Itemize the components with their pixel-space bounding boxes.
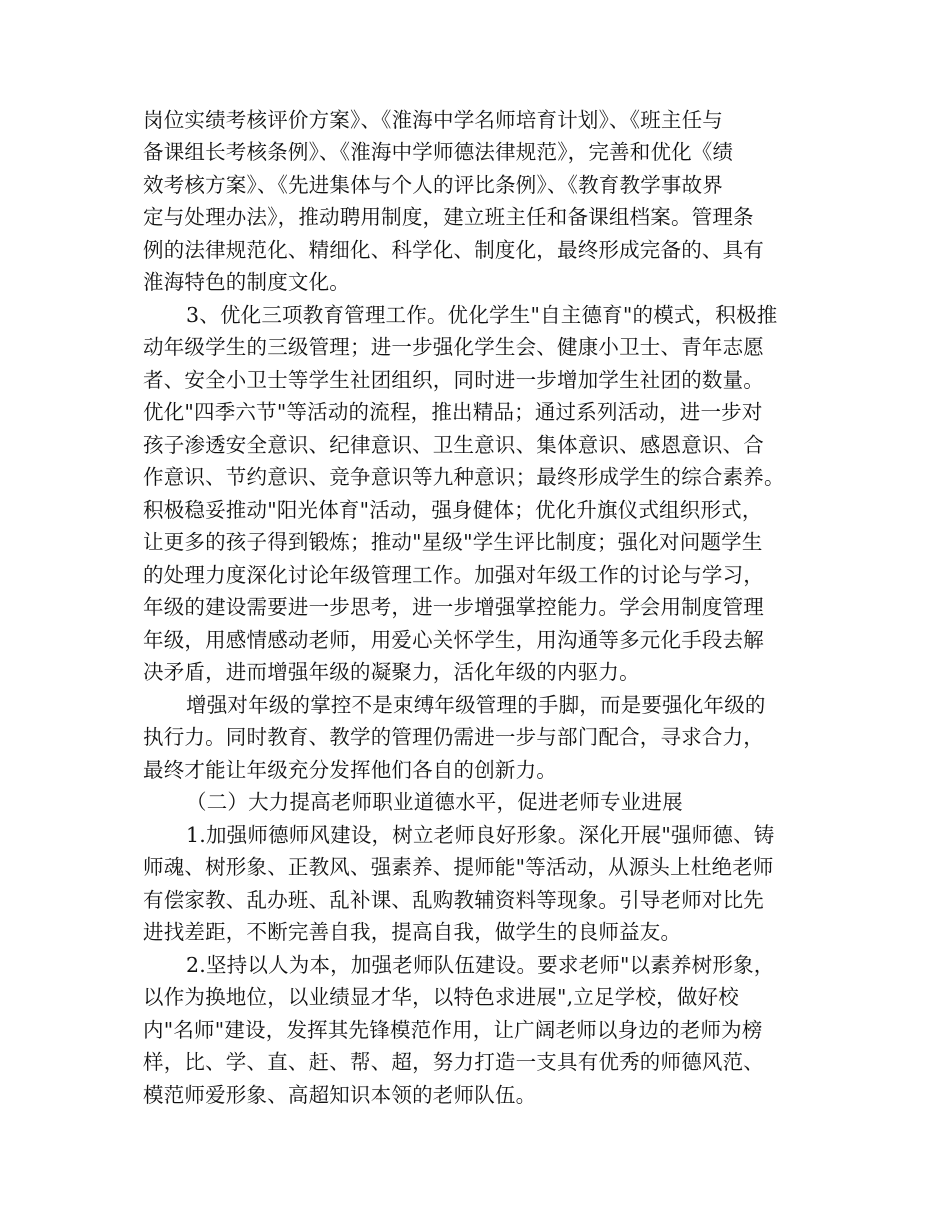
text-line: 例的法律规范化、精细化、科学化、制度化，最终形成完备的、具有 xyxy=(143,238,764,262)
text-line: 优化"四季六节"等活动的流程，推出精品；通过系列活动，进一步对 xyxy=(143,400,763,424)
text-line: 淮海特色的制度文化。 xyxy=(143,270,350,294)
paragraph-first-line: 2.坚持以人为本，加强老师队伍建设。要求老师"以素养树形象， xyxy=(186,953,775,977)
text-line: 以作为换地位，以业绩显才华，以特色求进展",立足学校，做好校 xyxy=(143,985,739,1009)
text-line: 进找差距，不断完善自我，提高自我，做学生的良师益友。 xyxy=(143,920,682,944)
text-line: 定与处理办法》，推动聘用制度，建立班主任和备课组档案。管理条 xyxy=(143,205,754,229)
text-line: 师魂、树形象、正教风、强素养、提师能"等活动，从源头上杜绝老师 xyxy=(143,855,774,879)
paragraph-first-line: 3、优化三项教育管理工作。优化学生"自主德育"的模式，积极推 xyxy=(186,303,778,327)
text-line: 内"名师"建设，发挥其先锋模范作用，让广阔老师以身边的老师为榜 xyxy=(143,1018,763,1042)
text-line: 决矛盾，进而增强年级的凝聚力，活化年级的内驱力。 xyxy=(143,660,640,684)
section-heading: （二）大力提高老师职业道德水平，促进老师专业进展 xyxy=(186,790,683,814)
text-line: 备课组长考核条例》、《淮海中学师德法律规范》，完善和优化《绩 xyxy=(143,140,734,164)
text-line: 的处理力度深化讨论年级管理工作。加强对年级工作的讨论与学习， xyxy=(143,563,764,587)
text-line: 年级的建设需要进一步思考，进一步增强掌控能力。学会用制度管理 xyxy=(143,595,764,619)
text-line: 有偿家教、乱办班、乱补课、乱购教辅资料等现象。引导老师对比先 xyxy=(143,888,764,912)
text-line: 作意识、节约意识、竞争意识等九种意识；最终形成学生的综合素养。 xyxy=(143,465,785,489)
text-line: 孩子渗透安全意识、纪律意识、卫生意识、集体意识、感恩意识、合 xyxy=(143,433,764,457)
text-line: 模范师爱形象、高超知识本领的老师队伍。 xyxy=(143,1083,537,1107)
paragraph-first-line: 增强对年级的掌控不是束缚年级管理的手脚，而是要强化年级的 xyxy=(186,693,766,717)
text-line: 让更多的孩子得到锻炼；推动"星级"学生评比制度；强化对问题学生 xyxy=(143,530,763,554)
text-line: 样，比、学、直、赶、帮、超，努力打造一支具有优秀的师德风范、 xyxy=(143,1050,764,1074)
text-line: 岗位实绩考核评价方案》、《淮海中学名师培育计划》、《班主任与 xyxy=(143,108,723,132)
text-line: 动年级学生的三级管理；进一步强化学生会、健康小卫士、青年志愿 xyxy=(143,335,764,359)
text-line: 者、安全小卫士等学生社团组织，同时进一步增加学生社团的数量。 xyxy=(143,368,764,392)
text-line: 执行力。同时教育、教学的管理仍需进一步与部门配合，寻求合力， xyxy=(143,725,764,749)
text-line: 最终才能让年级充分发挥他们各自的创新力。 xyxy=(143,758,557,782)
paragraph-first-line: 1.加强师德师风建设，树立老师良好形象。深化开展"强师德、铸 xyxy=(186,823,775,847)
text-line: 效考核方案》、《先进集体与个人的评比条例》、《教育教学事故界 xyxy=(143,173,723,197)
text-line: 年级，用感情感动老师，用爱心关怀学生，用沟通等多元化手段去解 xyxy=(143,628,764,652)
text-line: 积极稳妥推动"阳光体育"活动，强身健体；优化升旗仪式组织形式， xyxy=(143,498,763,522)
